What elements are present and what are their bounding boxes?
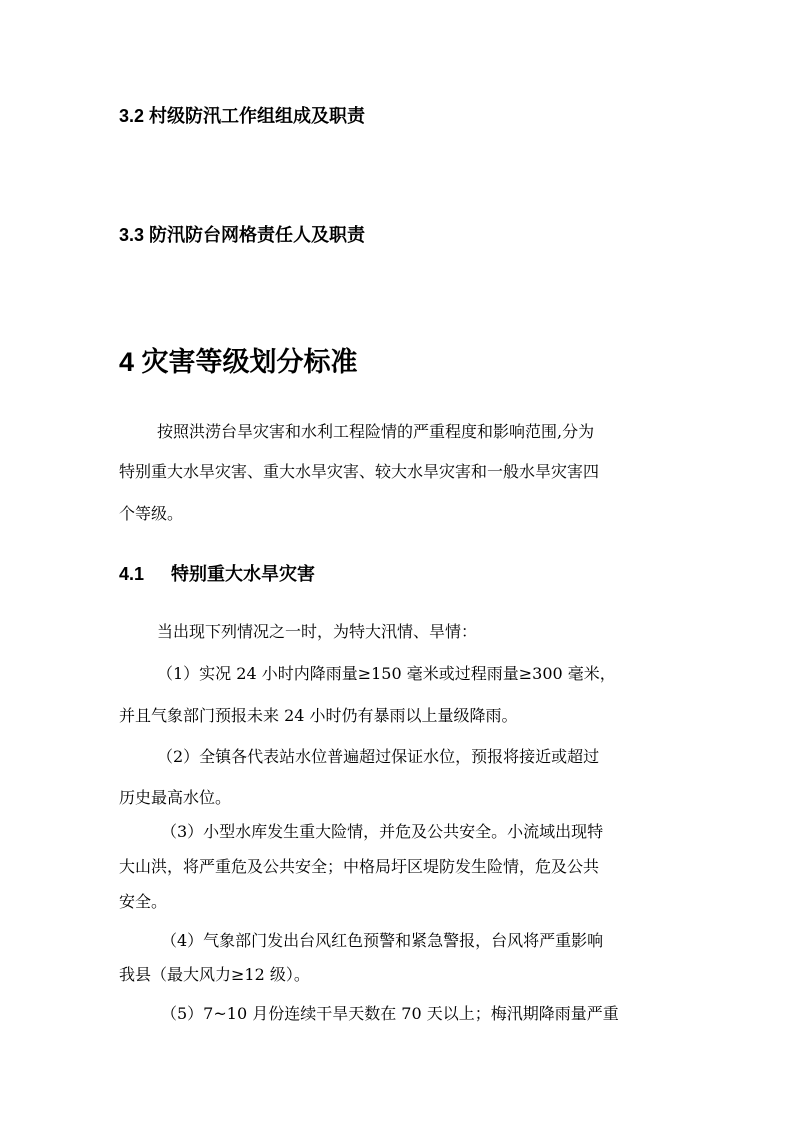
item-4-line-1: （4）气象部门发出台风红色预警和紧急警报，台风将严重影响 [161, 931, 604, 950]
intro-line-3: 个等级。 [119, 504, 184, 523]
item-4-line-2: 我县（最大风力≥12 级）。 [119, 965, 310, 984]
section-title: 特别重大水旱灾害 [171, 564, 315, 584]
item-1-line-1: （1）实况 24 小时内降雨量≥150 毫米或过程雨量≥300 毫米， [157, 664, 616, 683]
chapter-heading-4: 4 灾害等级划分标准 [119, 347, 358, 377]
item-5-line-1: （5）7~10 月份连续干旱天数在 70 天以上；梅汛期降雨量严重 [161, 1004, 619, 1023]
item-2-line-1: （2）全镇各代表站水位普遍超过保证水位，预报将接近或超过 [157, 747, 600, 766]
item-3-line-2: 大山洪，将严重危及公共安全；中格局圩区堤防发生险情，危及公共 [119, 857, 600, 876]
item-1-line-2: 并且气象部门预报未来 24 小时仍有暴雨以上量级降雨。 [119, 706, 518, 725]
section-heading-3-3: 3.3 防汛防台网格责任人及职责 [119, 225, 366, 245]
intro-line-2: 特别重大水旱灾害、重大水旱灾害、较大水旱灾害和一般水旱灾害四 [119, 462, 600, 481]
intro-line-1: 按照洪涝台旱灾害和水利工程险情的严重程度和影响范围,分为 [157, 422, 595, 441]
item-3-line-1: （3）小型水库发生重大险情，并危及公共安全。小流域出现特 [161, 822, 604, 841]
section-number: 4.1 [119, 564, 145, 584]
item-2-line-2: 历史最高水位。 [119, 788, 232, 807]
item-3-line-3: 安全。 [119, 892, 168, 911]
section-heading-4-1 [119, 562, 315, 586]
section-heading-3-2: 3.2 村级防汛工作组组成及职责 [119, 106, 366, 126]
condition-lead: 当出现下列情况之一时，为特大汛情、旱情： [157, 622, 478, 641]
